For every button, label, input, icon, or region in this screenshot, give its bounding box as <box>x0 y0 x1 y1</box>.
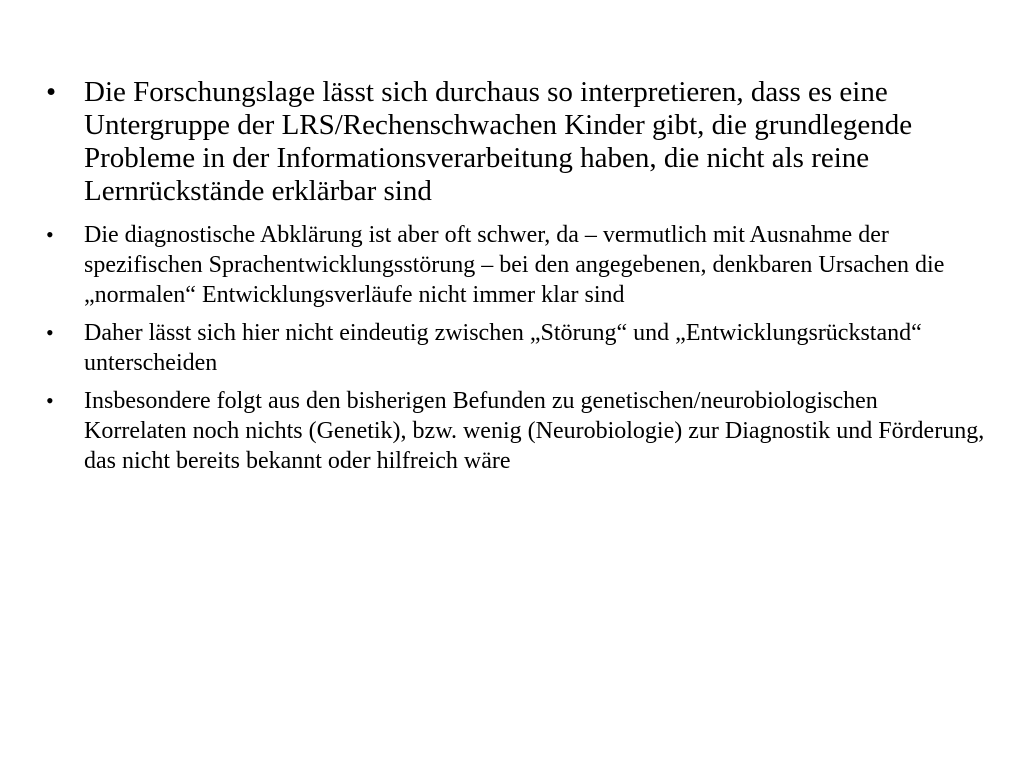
bullet-text: Daher lässt sich hier nicht eindeutig zwischen „Störung“ und „Entwicklungsrückstand“ unterscheiden <box>84 320 922 376</box>
bullet-item-2 <box>46 220 986 310</box>
bullet-icon: • <box>46 388 54 413</box>
bullet-list <box>46 76 986 484</box>
bullet-text: Insbesondere folgt aus den bisherigen Befunden zu genetischen/neurobiologischen Korrelaten noch nichts (Genetik), bzw. wenig (Neurobiologie) zur Diagnostik und Förderung, das nicht bereits bekannt oder hilfreich wäre <box>84 388 985 474</box>
bullet-icon: • <box>46 222 54 247</box>
bullet-item-3 <box>46 318 986 378</box>
bullet-text: Die Forschungslage lässt sich durchaus so interpretieren, dass es eine Untergruppe der LRS/Rechenschwachen Kinder gibt, die grundlegende Probleme in der Informationsverarbeitung haben, die nicht als reine Lernrückstände erklärbar sind <box>84 76 913 207</box>
bullet-icon: • <box>46 76 57 108</box>
bullet-item-1 <box>46 76 986 208</box>
bullet-text: Die diagnostische Abklärung ist aber oft schwer, da – vermutlich mit Ausnahme der spezifischen Sprachentwicklungsstörung – bei den angegebenen, denkbaren Ursachen die „normalen“ Entwicklungsverläufe nicht immer klar sind <box>84 222 945 308</box>
bullet-icon: • <box>46 320 54 345</box>
bullet-item-4 <box>46 386 986 476</box>
